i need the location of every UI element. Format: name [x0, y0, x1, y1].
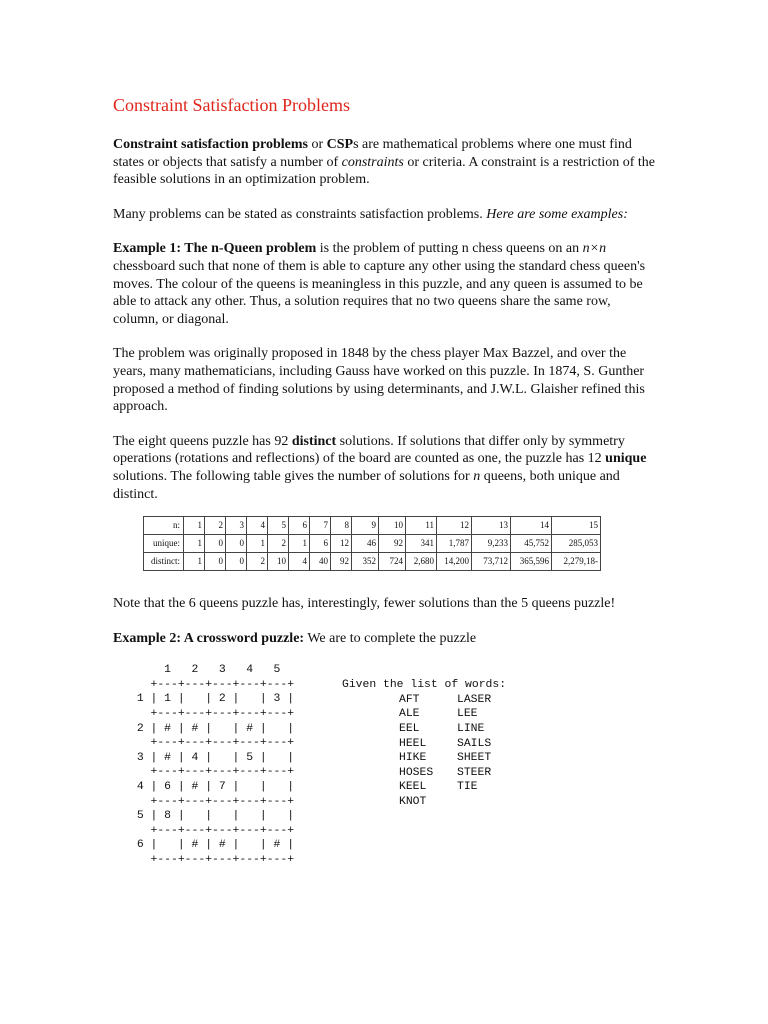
table-cell-distinct: 14,200: [437, 553, 472, 571]
table-header-cell: 6: [289, 517, 310, 535]
table-header-cell: 8: [331, 517, 352, 535]
table-cell-distinct: 73,712: [472, 553, 511, 571]
intro-text: or: [307, 137, 327, 152]
table-cell-unique: 45,752: [511, 535, 552, 553]
word-item: SHEET: [457, 752, 492, 765]
table-cell-distinct: 4: [289, 553, 310, 571]
crossword-grid: 1 2 3 4 5 +---+---+---+---+---+ 1 | 1 | | 2 | | 3 | +---+---+---+---+---+ 2 | # | # | | # | | +---+---+---+---+---+ 3 | # | 4 | | 5 | | +---+---+---+---+---+ 4 | 6 | # | 7 | | | +---+---+---+---+---+ 5 | 8 | | | | | +---+---+---+---+---+ 6 | | # | # | | # | +---+---+---+---+---+: [136, 664, 295, 866]
examples-paragraph: [113, 206, 658, 224]
word-item: LASER: [457, 693, 492, 706]
word-item: HOSES: [399, 766, 434, 779]
table-cell-distinct: 10: [268, 553, 289, 571]
example2-paragraph: [113, 630, 658, 648]
table-cell-distinct: 365,596: [511, 553, 552, 571]
eight-text: solutions. The following table gives the number of solutions for: [113, 468, 474, 484]
word-list-heading: Given the list of words:: [342, 679, 507, 692]
example1-paragraph: [113, 240, 658, 328]
eight-bold-unique: unique: [605, 451, 647, 467]
table-cell-distinct: 92: [331, 553, 352, 571]
examples-text: Many problems can be stated as constraints satisfaction problems.: [113, 206, 487, 222]
table-cell-unique: 1: [184, 535, 205, 553]
word-item: TIE: [457, 781, 478, 794]
word-item: SAILS: [457, 737, 492, 750]
eight-text: queens, both unique and distinct.: [113, 468, 620, 502]
word-item: ALE: [399, 708, 420, 721]
table-cell-distinct: 2: [247, 553, 268, 571]
eight-queens-paragraph: [113, 433, 658, 503]
table-cell-distinct: 352: [352, 553, 379, 571]
table-header-cell: 4: [247, 517, 268, 535]
intro-italic: constraints: [341, 154, 404, 170]
word-item: STEER: [457, 766, 492, 779]
crossword-section: [113, 663, 658, 866]
example2-heading: Example 2: A crossword puzzle:: [113, 630, 305, 646]
table-row-label: unique:: [144, 535, 184, 553]
table-cell-unique: 46: [352, 535, 379, 553]
table-row-unique: [144, 535, 601, 553]
table-cell-unique: 12: [331, 535, 352, 553]
table-cell-distinct: 40: [310, 553, 331, 571]
table-row-label: n:: [144, 517, 184, 535]
table-row-n: [144, 517, 601, 535]
intro-paragraph: [113, 136, 658, 189]
note-paragraph: Note that the 6 queens puzzle has, interestingly, fewer solutions than the 5 queens puzzle!: [113, 596, 616, 612]
word-item: EEL: [399, 723, 420, 736]
table-cell-unique: 9,233: [472, 535, 511, 553]
intro-text: or criteria. A constraint is a restriction of the feasible solutions in an optimization problem.: [113, 154, 655, 188]
table-cell-distinct: 0: [205, 553, 226, 571]
table-cell-unique: 92: [379, 535, 406, 553]
document-page: [113, 94, 658, 866]
table-cell-distinct: 0: [226, 553, 247, 571]
table-header-cell: 7: [310, 517, 331, 535]
solutions-table-wrap: [113, 516, 658, 571]
table-cell-unique: 285,053: [552, 535, 601, 553]
word-item: KNOT: [399, 796, 427, 809]
table-header-cell: 15: [552, 517, 601, 535]
word-item: HIKE: [399, 752, 427, 765]
intro-bold-term: Constraint satisfaction problems: [113, 137, 308, 152]
table-cell-unique: 6: [310, 535, 331, 553]
word-item: HEEL: [399, 737, 427, 750]
table-cell-unique: 1,787: [437, 535, 472, 553]
table-header-cell: 1: [184, 517, 205, 535]
intro-bold-csp: CSP: [326, 137, 354, 152]
table-cell-distinct: 1: [184, 553, 205, 571]
word-item: LEE: [457, 708, 478, 721]
table-cell-unique: 341: [406, 535, 437, 553]
table-cell-unique: 2: [268, 535, 289, 553]
example1-italic: n×n: [582, 241, 607, 257]
table-header-cell: 9: [352, 517, 379, 535]
example1-heading: Example 1: The n-Queen problem: [113, 241, 317, 257]
solutions-table: [143, 516, 601, 571]
word-list: [342, 678, 537, 809]
table-cell-distinct: 2,680: [406, 553, 437, 571]
word-list-grid: [399, 693, 537, 810]
example1-text: chessboard such that none of them is able to capture any other using the standard chess queen's moves. The colour of the queens is meaningless in this puzzle, and any queen is assumed to be able to attack any other. Thus, a solution requires that no two queens share the same row, column, or diagonal.: [113, 258, 646, 327]
table-cell-unique: 0: [205, 535, 226, 553]
table-cell-unique: 1: [247, 535, 268, 553]
table-row-distinct: [144, 553, 601, 571]
table-cell-distinct: 724: [379, 553, 406, 571]
table-header-cell: 5: [268, 517, 289, 535]
table-header-cell: 11: [406, 517, 437, 535]
history-paragraph: The problem was originally proposed in 1848 by the chess player Max Bazzel, and over the years, many mathematicians, including Gauss have worked on this puzzle. In 1874, S. Gunther proposed a method of finding solutions by using determinants, and J.W.L. Glaisher refined this approach.: [113, 346, 645, 415]
eight-text: solutions. If solutions that differ only by symmetry operations (rotations and reflections) of the board are counted as one, the puzzle has 12: [113, 433, 625, 467]
table-cell-unique: 1: [289, 535, 310, 553]
word-item: [457, 795, 537, 810]
table-header-cell: 2: [205, 517, 226, 535]
eight-italic-n: n: [473, 468, 481, 484]
table-header-cell: 3: [226, 517, 247, 535]
page-title: Constraint Satisfaction Problems: [113, 95, 350, 115]
example2-text: We are to complete the puzzle: [304, 630, 477, 646]
example1-text: is the problem of putting n chess queens on an: [316, 241, 583, 257]
table-cell-distinct: 2,279,18-: [552, 553, 601, 571]
word-item: AFT: [399, 693, 420, 706]
examples-italic: Here are some examples:: [486, 206, 628, 222]
intro-text: s are mathematical problems where one must find states or objects that satisfy a number of: [113, 137, 632, 170]
word-item: KEEL: [399, 781, 427, 794]
table-header-cell: 10: [379, 517, 406, 535]
table-header-cell: 12: [437, 517, 472, 535]
table-header-cell: 14: [511, 517, 552, 535]
table-cell-unique: 0: [226, 535, 247, 553]
eight-bold-distinct: distinct: [291, 433, 337, 449]
table-header-cell: 13: [472, 517, 511, 535]
eight-text: The eight queens puzzle has 92: [113, 433, 292, 449]
table-row-label: distinct:: [144, 553, 184, 571]
word-item: LINE: [457, 723, 485, 736]
